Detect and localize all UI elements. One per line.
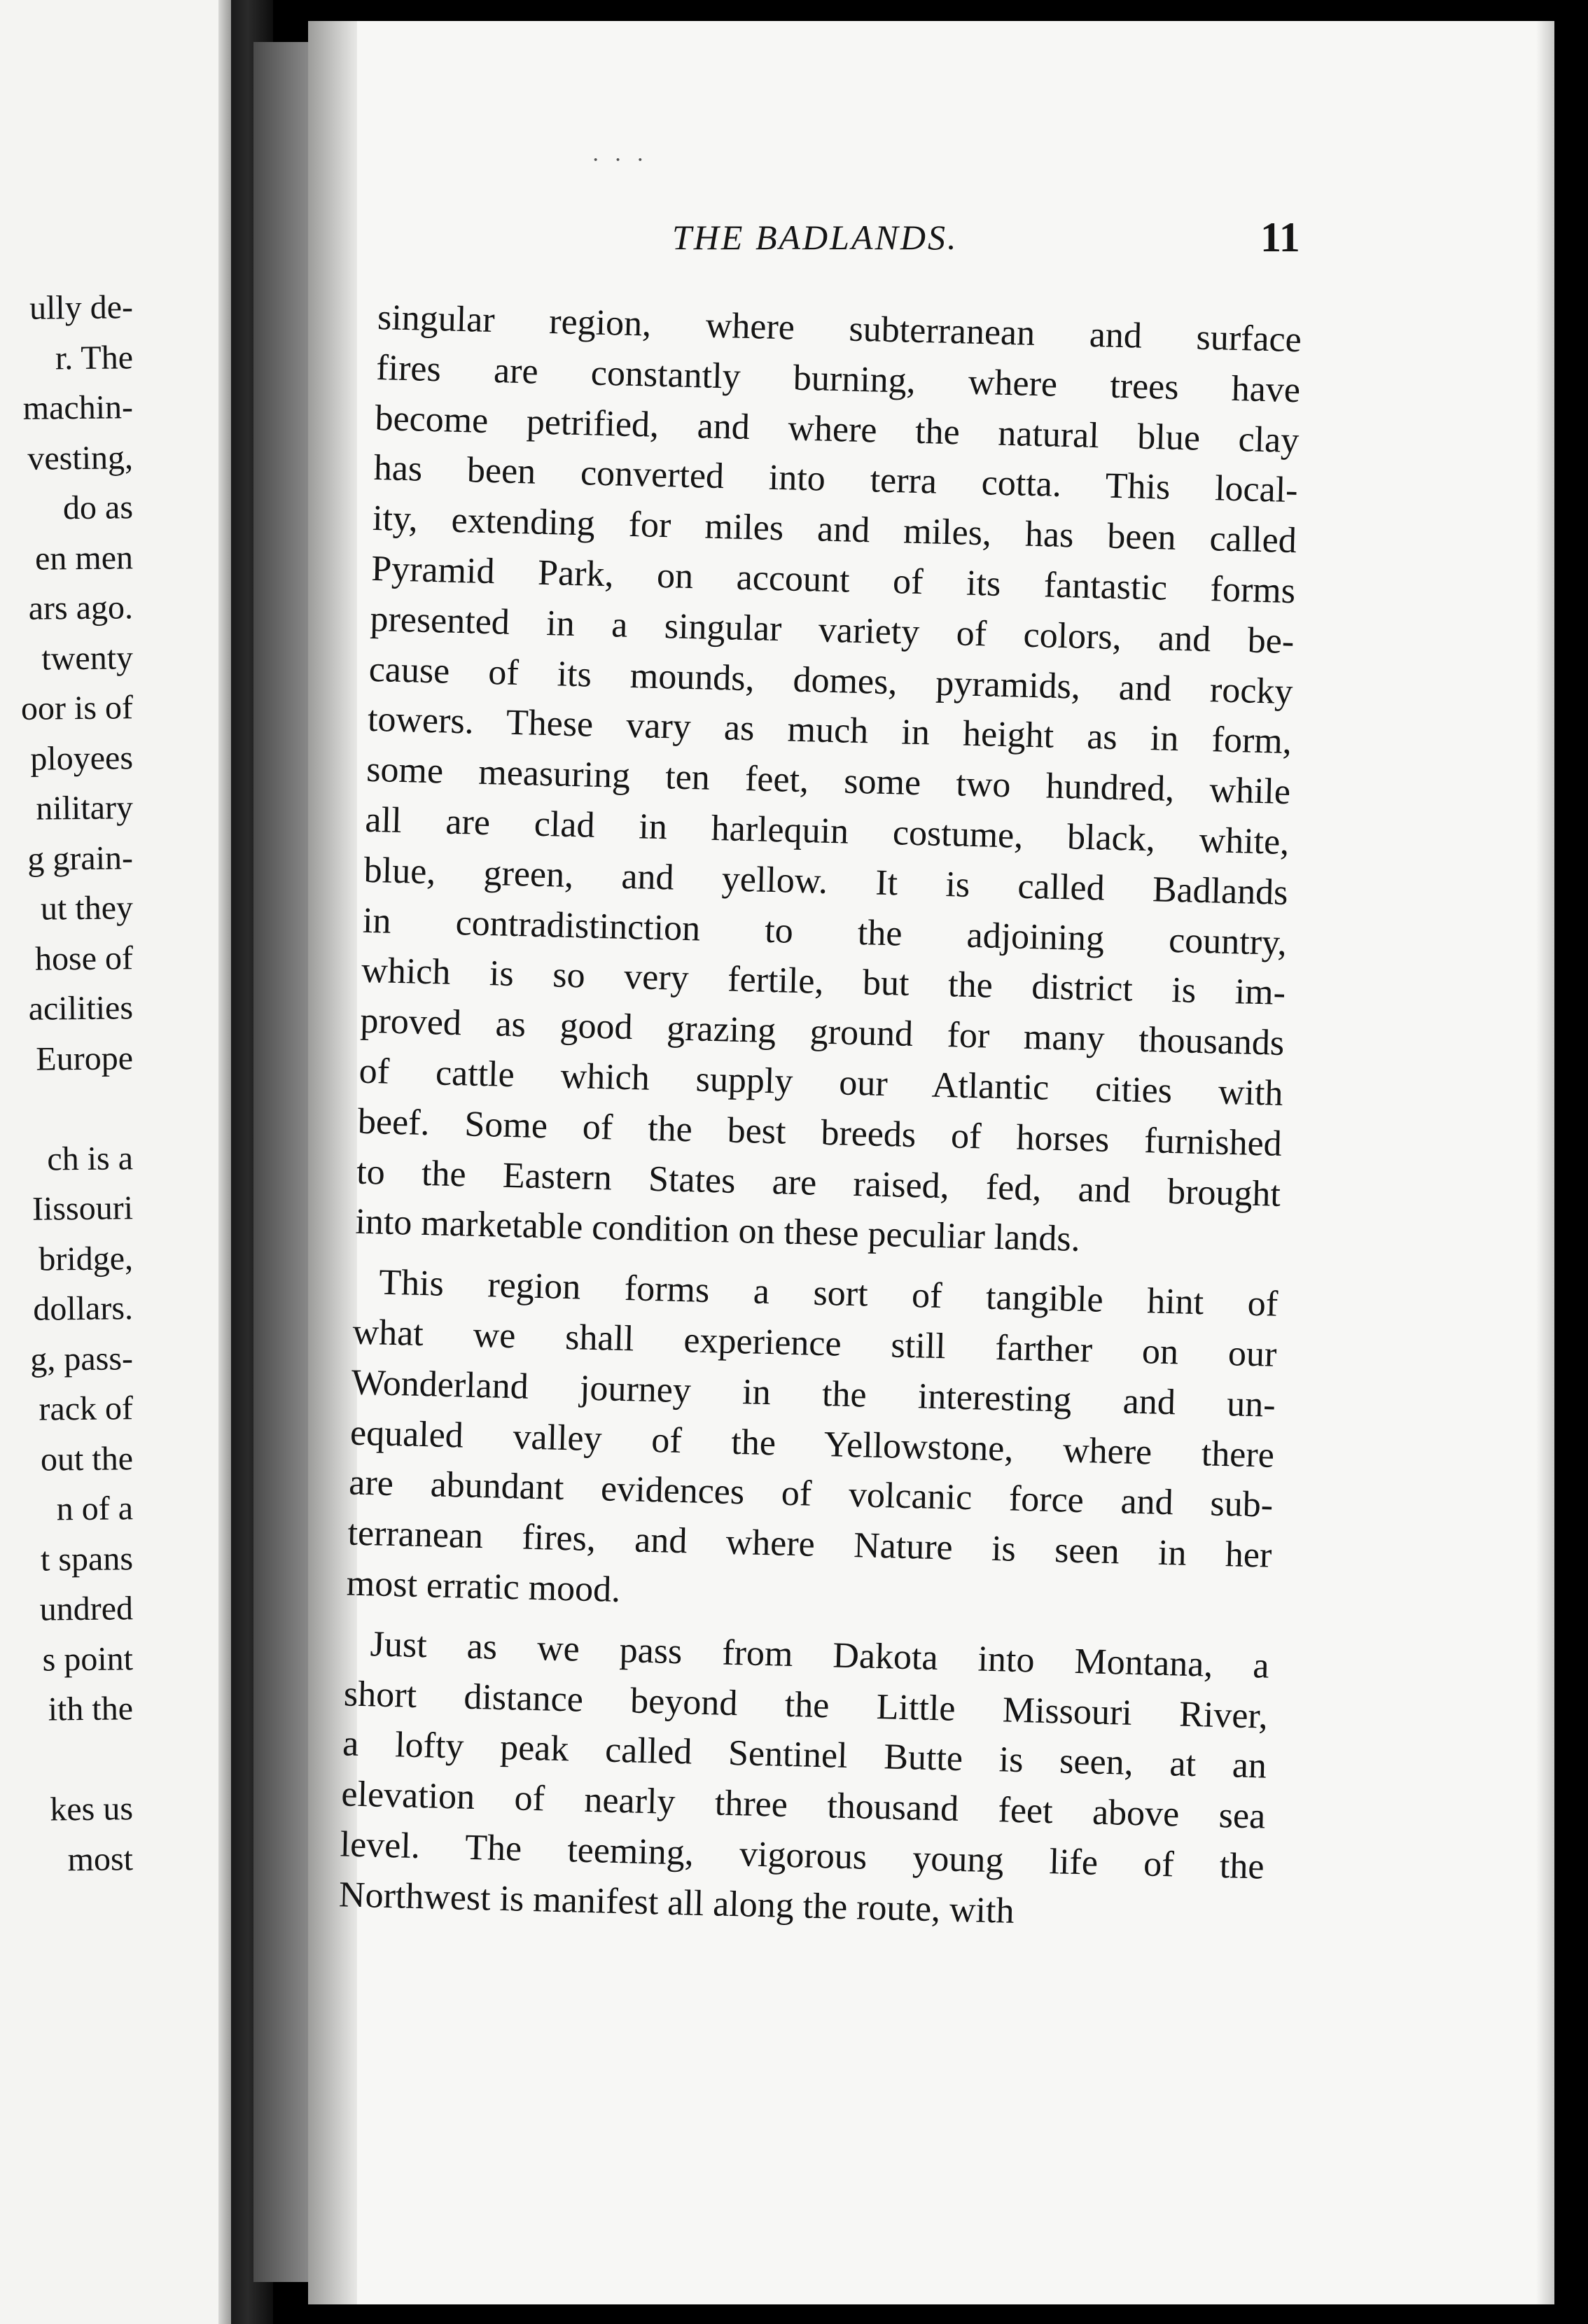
paragraph — [346, 1257, 1279, 1632]
left-page-line: vesting, — [27, 438, 134, 477]
text-line: singular region, where subterranean and surface — [377, 297, 1302, 360]
left-page-line: machin- — [22, 388, 134, 427]
left-page-line: t spans — [40, 1539, 134, 1578]
text-line: level. The teeming, vigorous young life of the — [340, 1824, 1265, 1887]
left-page-line: do as — [62, 489, 134, 527]
text-line: are abundant evidences of volcanic force and sub- — [348, 1462, 1274, 1526]
left-page-line: ployees — [30, 738, 134, 778]
text-line: which is so very fertile, but the district is im- — [361, 951, 1286, 1014]
text-line: ity, extending for miles and miles, has been called — [372, 498, 1297, 561]
left-page-line: nilitary — [36, 789, 134, 827]
text-line: Northwest is manifest all along the route, with — [338, 1875, 1015, 1931]
left-page — [0, 0, 231, 2324]
left-page-line: oor is of — [20, 689, 134, 727]
text-line: most erratic mood. — [346, 1563, 621, 1610]
left-page-line: Iissouri — [32, 1189, 134, 1228]
text-line: Wonderland journey in the interesting and un- — [351, 1362, 1276, 1425]
text-line: all are clad in harlequin costume, black, white, — [364, 799, 1290, 862]
text-line: Just as we pass from Dakota into Montana, a — [370, 1624, 1270, 1686]
text-line: of cattle which supply our Atlantic cities with — [358, 1051, 1284, 1114]
left-page-line: g, pass- — [30, 1339, 134, 1378]
text-line: to the Eastern States are raised, fed, and brought — [356, 1152, 1281, 1214]
text-line: short distance beyond the Little Missouri River, — [343, 1673, 1269, 1737]
left-page-line: bridge, — [39, 1239, 134, 1278]
left-page-line: g grain- — [27, 839, 134, 878]
page-curl-shadow — [308, 21, 357, 2304]
left-page-line: hose of — [34, 939, 134, 978]
text-line: become petrified, and where the natural blue clay — [374, 398, 1300, 461]
text-line: equaled valley of the Yellowstone, where there — [349, 1413, 1275, 1476]
text-line: terranean fires, and where Nature is seen in her — [347, 1513, 1272, 1576]
left-page-line: kes us — [50, 1790, 134, 1828]
body-text — [338, 293, 1302, 1942]
text-line: towers. These vary as much in height as in form, — [367, 699, 1293, 762]
text-line: some measuring ten feet, some two hundred, while — [365, 749, 1291, 813]
left-page-line: r. The — [55, 338, 134, 377]
left-page-line: out the — [40, 1439, 134, 1478]
left-page-line: rack of — [39, 1390, 134, 1428]
text-line: has been converted into terra cotta. This local- — [373, 448, 1299, 511]
left-page-line: Europe — [36, 1039, 134, 1078]
paragraph — [338, 1618, 1269, 1942]
left-page-line: most — [67, 1840, 134, 1878]
text-line: cause of its mounds, domes, pyramids, and rocky — [368, 649, 1294, 712]
left-page-line: en men — [34, 538, 134, 578]
text-line: elevation of nearly three thousand feet above sea — [340, 1774, 1266, 1837]
left-page-line — [0, 1083, 133, 1135]
text-line: fires are constantly burning, where trees have — [375, 347, 1301, 411]
left-page-line: ch is a — [47, 1139, 134, 1178]
left-page-line: ully de- — [29, 288, 134, 327]
page-number: 11 — [1260, 214, 1300, 260]
left-page-line: acilities — [28, 989, 134, 1028]
left-page-line: s point — [42, 1639, 134, 1679]
text-line: beef. Some of the best breeds of horses furnished — [357, 1101, 1283, 1164]
page-edge-shadow — [253, 42, 309, 2282]
text-line: blue, green, and yellow. It is called Badlands — [363, 850, 1289, 913]
left-page-line — [0, 1734, 133, 1786]
page-right-edge — [1536, 21, 1554, 2304]
text-line: into marketable condition on these peculiar lands. — [354, 1201, 1081, 1260]
left-page-line: undred — [39, 1590, 134, 1628]
scan-specks: · · · — [592, 147, 648, 173]
running-head: THE BADLANDS. — [672, 218, 959, 257]
text-line: a lofty peak called Sentinel Butte is seen, at an — [342, 1723, 1267, 1786]
left-page-line: ith the — [48, 1690, 134, 1728]
text-line: presented in a singular variety of colors, and be- — [369, 598, 1295, 662]
left-page-line: twenty — [41, 638, 134, 678]
paragraph — [355, 293, 1302, 1270]
text-line: in contradistinction to the adjoining country, — [362, 900, 1288, 963]
text-line: This region forms a sort of tangible hint of — [378, 1262, 1279, 1324]
left-page-line: ars ago. — [28, 589, 134, 627]
text-line: Pyramid Park, on account of its fantastic forms — [370, 548, 1296, 612]
text-line: what we shall experience still farther on our — [352, 1312, 1278, 1375]
left-page-line: dollars. — [33, 1289, 134, 1328]
text-line: proved as good grazing ground for many thousands — [359, 1000, 1285, 1064]
left-page-line: n of a — [56, 1490, 134, 1528]
left-page-line: ut they — [40, 889, 134, 927]
page-fold-shadow — [218, 0, 231, 2324]
left-page-text — [0, 284, 133, 1885]
